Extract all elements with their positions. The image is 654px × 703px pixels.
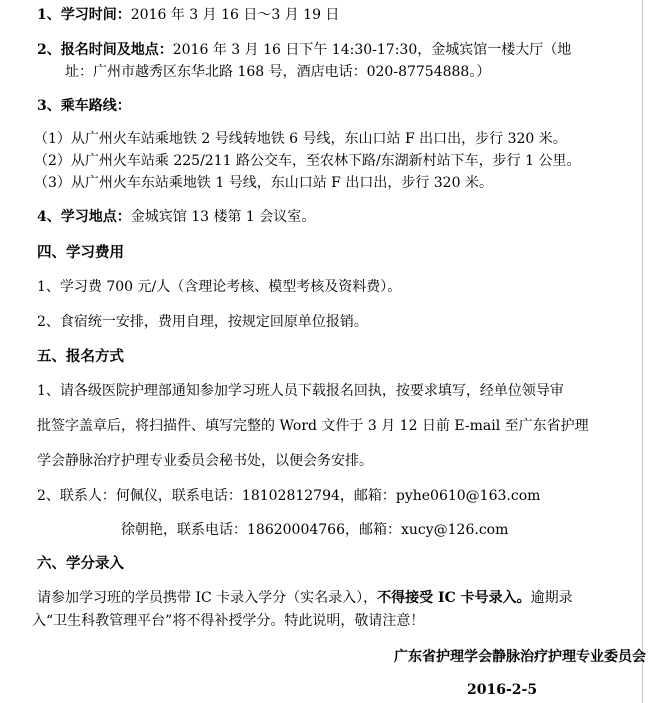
section-label: 乘车路线：	[60, 98, 131, 114]
section-number: 4、	[37, 209, 61, 225]
signup-heading: 五、报名方式	[37, 348, 124, 365]
section-number: 2、	[37, 42, 61, 58]
contact-line: 徐朝艳，联系电话：18620004766，邮箱：xucy@126.com	[121, 522, 509, 538]
contact-line: 2、联系人：何佩仪，联系电话：18102812794，邮箱：pyhe0610@163.com	[37, 488, 541, 504]
registration-address: 址：广州市越秀区东华北路 168 号，酒店电话：020-87754888。）	[65, 64, 491, 80]
credit-text-line	[37, 588, 573, 608]
section-number: 1、	[37, 7, 61, 23]
section-registration	[37, 40, 571, 60]
section-text: 2016 年 3 月 16 日～3 月 19 日	[130, 7, 340, 23]
page-right-margin-line	[642, 0, 643, 703]
route-item: （3）从广州火车东站乘地铁 1 号线，东山口站 F 出口出，步行 320 米。	[34, 175, 493, 191]
fee-item: 1、学习费 700 元/人（含理论考核、模型考核及资料费）。	[37, 279, 402, 295]
section-label: 报名时间及地点：	[60, 42, 173, 58]
signup-paragraph-line: 批签字盖章后，将扫描件、填写完整的 Word 文件于 3 月 12 日前 E-mail 至广东省护理	[37, 418, 589, 434]
credit-text: 逾期录	[530, 590, 573, 606]
credit-heading: 六、学分录入	[37, 555, 124, 572]
signature-date: 2016-2-5	[467, 682, 538, 698]
section-label: 学习地点：	[60, 209, 131, 225]
credit-text: 请参加学习班的学员携带 IC 卡录入学分（实名录入），	[37, 590, 378, 606]
route-item: （2）从广州火车站乘 225/211 路公交车，至农林下路/东湖新村站下车，步行 1 公里。	[34, 153, 581, 169]
credit-text-line: 入“卫生科教管理平台”将不得补授学分。特此说明，敬请注意！	[32, 613, 425, 629]
section-text: 2016 年 3 月 16 日下午 14:30-17:30，金城宾馆一楼大厅（地	[172, 42, 572, 58]
signup-paragraph-line: 学会静脉治疗护理专业委员会秘书处，以便会务安排。	[37, 453, 373, 469]
signup-paragraph-line: 1、请各级医院护理部通知参加学习班人员下载报名回执，按要求填写，经单位领导审	[37, 383, 564, 399]
fee-item: 2、食宿统一安排，费用自理，按规定回原单位报销。	[37, 314, 368, 330]
fee-heading: 四、学习费用	[37, 244, 124, 261]
section-transport	[37, 96, 131, 116]
section-text: 金城宾馆 13 楼第 1 会议室。	[130, 209, 316, 225]
section-study-time	[37, 5, 339, 25]
section-label: 学习时间：	[60, 7, 131, 23]
route-item: （1）从广州火车站乘地铁 2 号线转地铁 6 号线，东山口站 F 出口出，步行 320 米。	[34, 131, 567, 147]
section-number: 3、	[37, 98, 61, 114]
signature-org: 广东省护理学会静脉治疗护理专业委员会	[394, 649, 646, 665]
section-venue	[37, 207, 315, 227]
credit-warning: 不得接受 IC 卡号录入。	[377, 590, 531, 606]
